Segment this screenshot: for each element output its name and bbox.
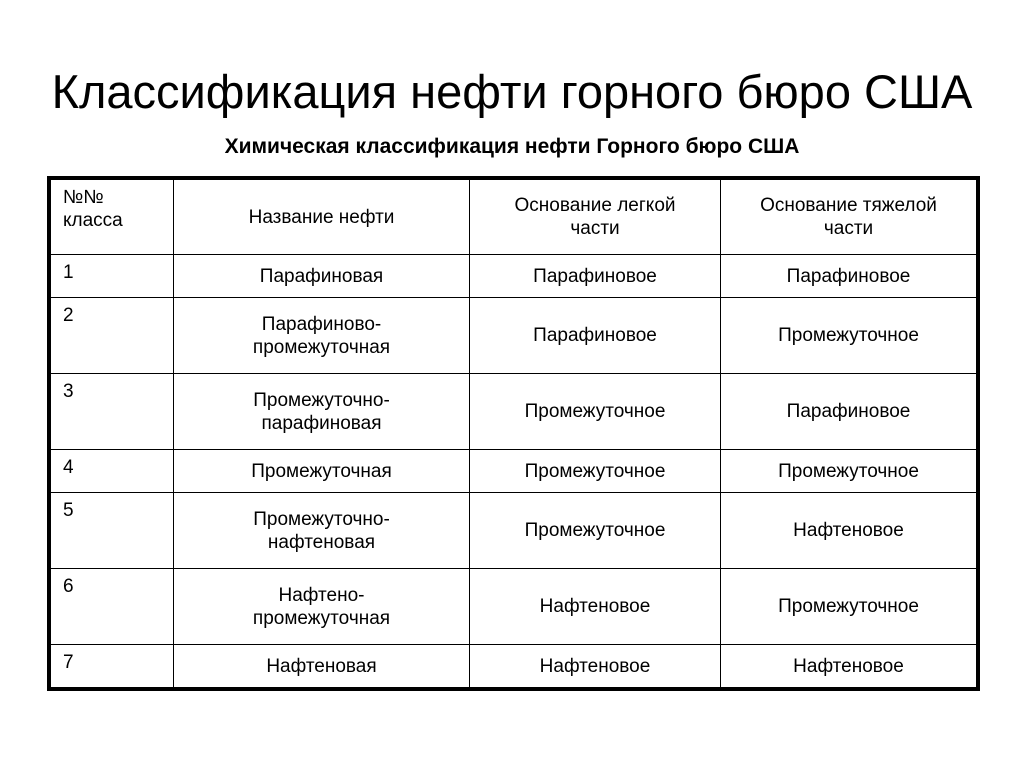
light-base-cell: Промежуточное	[470, 374, 721, 450]
oil-name-line1: Парафиново-	[261, 313, 382, 335]
oil-name-cell	[174, 569, 470, 645]
table-row	[51, 450, 977, 493]
table-caption: Химическая классификация нефти Горного бюро США	[224, 135, 800, 158]
light-base-cell: Промежуточное	[470, 450, 721, 493]
table-row	[51, 298, 977, 374]
table-row	[51, 569, 977, 645]
header-class-number-line2: класса	[63, 210, 123, 231]
oil-name-cell	[174, 645, 470, 688]
oil-name-cell	[174, 255, 470, 298]
header-class-number	[51, 180, 174, 255]
oil-name-line2: парафиновая	[261, 412, 382, 434]
table-row	[51, 493, 977, 569]
oil-name-text: Промежуточная	[251, 460, 392, 482]
header-light-base-line2: части	[570, 218, 620, 239]
header-oil-name	[174, 180, 470, 255]
header-light-base-line1: Основание легкой	[514, 195, 676, 216]
class-number-cell: 5	[51, 493, 174, 569]
class-number-cell: 7	[51, 645, 174, 688]
classification-table	[47, 176, 980, 691]
header-class-number-line1: №№	[63, 187, 104, 208]
heavy-base-cell: Промежуточное	[721, 569, 977, 645]
heavy-base-cell: Промежуточное	[721, 298, 977, 374]
header-light-base	[470, 180, 721, 255]
oil-name-line1: Промежуточно-	[253, 389, 390, 411]
oil-name-cell	[174, 493, 470, 569]
header-heavy-base	[721, 180, 977, 255]
header-heavy-base-line1: Основание тяжелой	[760, 195, 937, 216]
table-row	[51, 374, 977, 450]
page-title: Классификация нефти горного бюро США	[51, 65, 973, 118]
class-number-cell: 6	[51, 569, 174, 645]
class-number-cell: 1	[51, 255, 174, 298]
oil-name-line2: промежуточная	[252, 336, 391, 358]
heavy-base-cell: Нафтеновое	[721, 493, 977, 569]
oil-name-text: Парафиновая	[259, 265, 384, 287]
classification-grid	[50, 179, 977, 688]
oil-name-cell	[174, 298, 470, 374]
heavy-base-cell: Промежуточное	[721, 450, 977, 493]
heavy-base-cell: Парафиновое	[721, 374, 977, 450]
light-base-cell: Нафтеновое	[470, 569, 721, 645]
header-row	[51, 180, 977, 255]
table-row	[51, 255, 977, 298]
header-oil-name-label: Название нефти	[248, 206, 395, 228]
oil-name-line1: Нафтено-	[278, 584, 365, 606]
heavy-base-cell: Нафтеновое	[721, 645, 977, 688]
oil-name-line2: нафтеновая	[267, 531, 376, 553]
header-heavy-base-line2: части	[823, 218, 874, 239]
table-row	[51, 645, 977, 688]
light-base-cell: Парафиновое	[470, 255, 721, 298]
heavy-base-cell: Парафиновое	[721, 255, 977, 298]
light-base-cell: Нафтеновое	[470, 645, 721, 688]
class-number-cell: 3	[51, 374, 174, 450]
class-number-cell: 4	[51, 450, 174, 493]
oil-name-line1: Промежуточно-	[253, 508, 390, 530]
oil-name-text: Нафтеновая	[266, 655, 377, 677]
oil-name-cell	[174, 450, 470, 493]
light-base-cell: Парафиновое	[470, 298, 721, 374]
light-base-cell: Промежуточное	[470, 493, 721, 569]
oil-name-line2: промежуточная	[252, 607, 391, 629]
class-number-cell: 2	[51, 298, 174, 374]
oil-name-cell	[174, 374, 470, 450]
